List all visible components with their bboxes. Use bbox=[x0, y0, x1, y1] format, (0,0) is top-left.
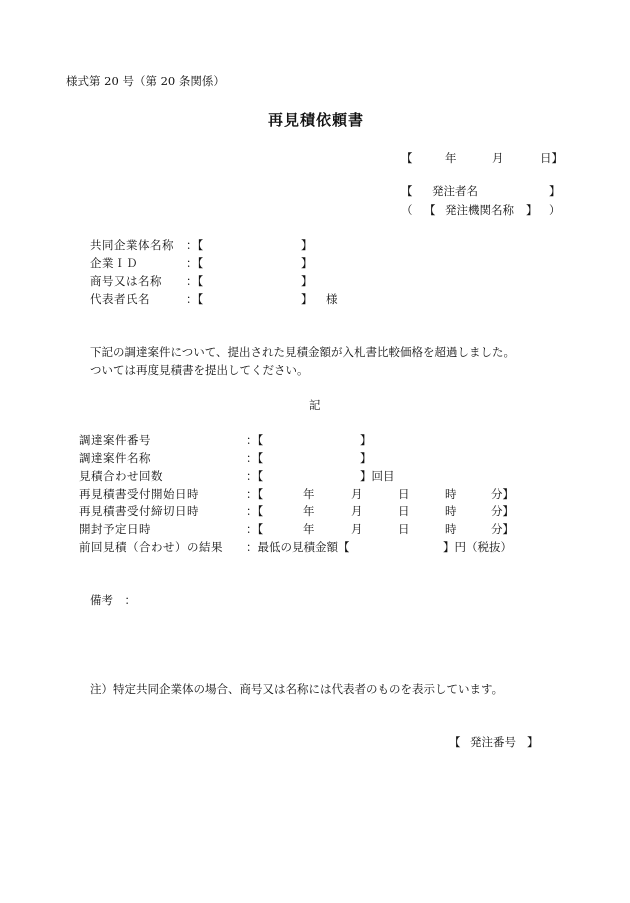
detail-label-previous-result: 前回見積（合わせ）の結果 bbox=[79, 540, 223, 554]
detail-open-bracket: ：【 bbox=[246, 469, 264, 483]
recipient-open-bracket: ：【 bbox=[186, 274, 204, 288]
recipient-label-trade-name: 商号又は名称 bbox=[90, 274, 162, 288]
recipient-open-bracket: ：【 bbox=[186, 238, 204, 252]
date-year-label: 年 bbox=[445, 151, 457, 165]
detail-amount-suffix: 】円（税抜） bbox=[443, 540, 512, 554]
orderer-close-bracket: 】 bbox=[549, 184, 561, 198]
detail-day: 日 bbox=[398, 522, 410, 536]
detail-label-opening-schedule: 開封予定日時 bbox=[79, 522, 151, 536]
detail-label-case-number: 調達案件番号 bbox=[79, 433, 151, 447]
recipient-close-bracket: 】 bbox=[301, 238, 313, 252]
detail-label-quote-count: 見積合わせ回数 bbox=[79, 469, 163, 483]
orderer-name-label: 発注者名 bbox=[432, 184, 478, 198]
body-line-2: ついては再度見積書を提出してください。 bbox=[90, 363, 309, 377]
detail-hour: 時 bbox=[445, 504, 457, 518]
detail-hour: 時 bbox=[445, 487, 457, 501]
detail-close-bracket: 】 bbox=[360, 451, 372, 465]
detail-minute: 分】 bbox=[491, 504, 514, 518]
detail-month: 月 bbox=[351, 522, 363, 536]
agency-open-bracket: 【 bbox=[424, 203, 436, 217]
orderer-open-bracket: 【 bbox=[401, 184, 413, 198]
detail-month: 月 bbox=[351, 504, 363, 518]
recipient-label-jv-name: 共同企業体名称 bbox=[90, 238, 174, 252]
footnote: 注）特定共同企業体の場合、商号又は名称には代表者のものを表示しています。 bbox=[90, 682, 504, 696]
detail-minute: 分】 bbox=[491, 487, 514, 501]
remarks-label: 備考 ： bbox=[90, 593, 136, 607]
order-number-open-bracket: 【 bbox=[449, 735, 461, 749]
detail-label-accept-start: 再見積書受付開始日時 bbox=[79, 487, 199, 501]
recipient-open-bracket: ：【 bbox=[186, 256, 204, 270]
recipient-open-bracket: ：【 bbox=[186, 292, 204, 306]
detail-open-bracket: ：【 bbox=[246, 451, 264, 465]
honorific: 様 bbox=[326, 292, 338, 306]
agency-close-paren: ） bbox=[549, 203, 561, 217]
date-month-label: 月 bbox=[492, 151, 504, 165]
recipient-close-bracket: 】 bbox=[301, 256, 313, 270]
agency-name-label: 発注機関名称 bbox=[445, 203, 514, 217]
ki-heading: 記 bbox=[309, 398, 321, 412]
detail-year: 年 bbox=[303, 487, 315, 501]
detail-lowest-amount-label: ：最低の見積金額【 bbox=[246, 540, 350, 554]
detail-year: 年 bbox=[303, 522, 315, 536]
detail-open-bracket: ：【 bbox=[246, 522, 264, 536]
detail-month: 月 bbox=[351, 487, 363, 501]
body-line-1: 下記の調達案件について、提出された見積金額が入札書比較価格を超過しました。 bbox=[90, 345, 516, 359]
detail-hour: 時 bbox=[445, 522, 457, 536]
detail-day: 日 bbox=[398, 504, 410, 518]
order-number-label: 発注番号 bbox=[470, 735, 516, 749]
detail-open-bracket: ：【 bbox=[246, 433, 264, 447]
recipient-label-representative: 代表者氏名 bbox=[90, 292, 150, 306]
form-number: 様式第 20 号（第 20 条関係） bbox=[66, 74, 225, 88]
page-title: 再見積依頼書 bbox=[268, 111, 365, 129]
detail-minute: 分】 bbox=[491, 522, 514, 536]
detail-day: 日 bbox=[398, 487, 410, 501]
detail-open-bracket: ：【 bbox=[246, 504, 264, 518]
agency-close-bracket: 】 bbox=[526, 203, 538, 217]
detail-close-bracket: 】 bbox=[360, 433, 372, 447]
agency-open-paren: （ bbox=[401, 203, 413, 217]
order-number-close-bracket: 】 bbox=[527, 735, 539, 749]
recipient-label-company-id: 企業ＩＤ bbox=[90, 256, 138, 270]
recipient-close-bracket: 】 bbox=[301, 274, 313, 288]
date-open-bracket: 【 bbox=[401, 151, 413, 165]
detail-label-case-name: 調達案件名称 bbox=[79, 451, 151, 465]
detail-year: 年 bbox=[303, 504, 315, 518]
detail-count-suffix: 】回目 bbox=[360, 469, 395, 483]
detail-label-accept-deadline: 再見積書受付締切日時 bbox=[79, 504, 199, 518]
date-day-label: 日】 bbox=[540, 151, 563, 165]
detail-open-bracket: ：【 bbox=[246, 487, 264, 501]
recipient-close-bracket: 】 bbox=[301, 292, 313, 306]
